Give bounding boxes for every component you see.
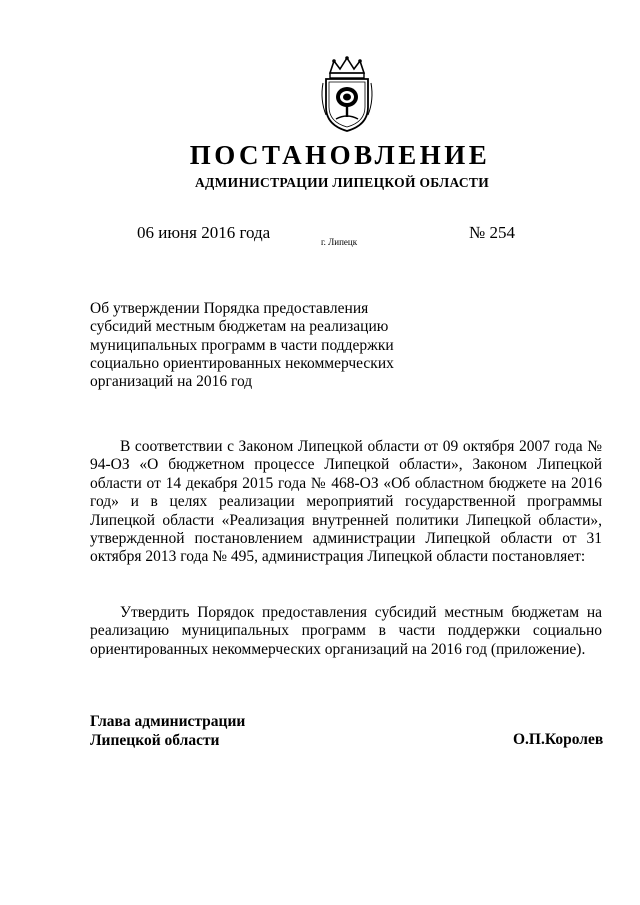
document-number: № 254: [469, 223, 515, 242]
body-paragraph-resolution: Утвердить Порядок предоставления субсидий местным бюджетам на реализацию муниципальных программ в части поддержки социально ориентированных некоммерческих организаций на 2016 год (приложение).: [90, 604, 602, 658]
body-paragraph-preamble: В соответствии с Законом Липецкой области от 09 октября 2007 года № 94-ОЗ «О бюджетном процессе Липецкой области», Законом Липецкой области от 14 декабря 2015 года № 468-ОЗ «Об областном бюджете на 2016 год» и в целях реализации мероприятий государственной программы Липецкой области «Реализация внутренней политики Липецкой области», утвержденной постановлением администрации Липецкой области от 31 октября 2013 года № 495, администрация Липецкой области постановляет:: [90, 438, 602, 566]
signatory-position-line: Глава администрации: [90, 713, 246, 730]
signatory-position: [90, 712, 245, 750]
signatory-name: О.П.Королев: [513, 731, 604, 748]
coat-of-arms-icon: [318, 55, 376, 135]
subject-line: социально ориентированных некоммерческих: [90, 354, 394, 372]
document-subtitle: АДМИНИСТРАЦИИ ЛИПЕЦКОЙ ОБЛАСТИ: [194, 175, 490, 190]
subject-line: муниципальных программ в части поддержки: [90, 336, 394, 354]
document-date: 06 июня 2016 года: [137, 223, 271, 242]
subject-line: Об утверждении Порядка предоставления: [90, 300, 369, 317]
signatory-position-line: Липецкой области: [90, 732, 220, 749]
document-title: ПОСТАНОВЛЕНИЕ: [189, 140, 491, 170]
document-city: г. Липецк: [321, 237, 358, 247]
subject-line: организаций на 2016 год: [90, 373, 253, 391]
document-subject: [90, 300, 400, 391]
subject-line: субсидий местным бюджетам на реализацию: [90, 318, 389, 336]
